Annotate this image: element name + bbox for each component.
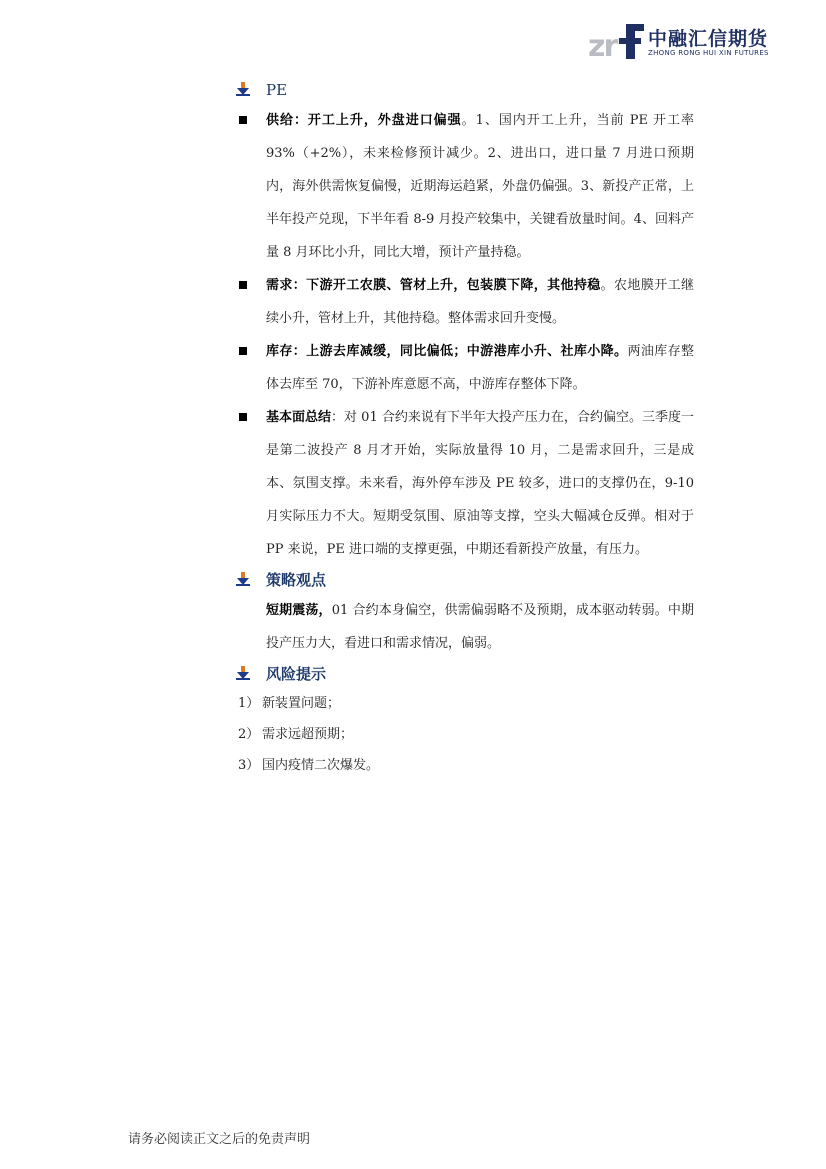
square-bullet-icon xyxy=(239,347,247,355)
company-logo xyxy=(588,22,778,62)
zrf-logo-mark xyxy=(588,22,646,62)
logo-f-top xyxy=(626,24,644,31)
report-content xyxy=(234,76,694,781)
bullet-supply-text: 。1、国内开工上升，当前 PE 开工率 93%（+2%），未来检修预计减少。2、进出口，进口量 7 月进口预期内，海外供需恢复偏慢，近期海运趋紧，外盘仍偏强。3、新投产正常，上半年投产兑现，下半年看 8-9 月投产较集中，关键看放量时间。4、回料产量 8 月环比小升，同比大增，预计产量持稳。 xyxy=(266,113,694,260)
section-pe-heading xyxy=(234,76,694,104)
risk-item xyxy=(234,750,694,781)
logo-f-bar xyxy=(619,38,641,44)
logo-chinese-name: 中融汇信期货 xyxy=(648,28,769,50)
bullet-demand-text: 。农地膜开工继续小升，管材上升，其他持稳。整体需求回升变慢。 xyxy=(266,278,694,326)
logo-english-name: ZHONG RONG HUI XIN FUTURES xyxy=(648,49,769,57)
risk-item xyxy=(234,719,694,750)
square-bullet-icon xyxy=(239,281,247,289)
arrow-down-icon xyxy=(236,82,250,96)
square-bullet-icon xyxy=(239,413,247,421)
strategy-text: 01 合约本身偏空，供需偏弱略不及预期，成本驱动转弱。中期投产压力大，看进口和需求情况，偏弱。 xyxy=(266,603,694,651)
bullet-inventory xyxy=(234,335,694,401)
bullet-summary-lead: 基本面总结 xyxy=(266,410,332,425)
section-risk-heading xyxy=(234,660,694,688)
risk-item-number: 2） xyxy=(238,727,260,742)
logo-zr-letters: zr xyxy=(588,29,617,62)
risk-item-text: 需求远超预期； xyxy=(262,727,354,742)
bullet-inventory-text: 两油库存整体去库至 70，下游补库意愿不高，中游库存整体下降。 xyxy=(266,344,694,392)
section-pe-title: PE xyxy=(266,81,288,99)
disclaimer-footer: 请务必阅读正文之后的免责声明 xyxy=(128,1132,311,1147)
strategy-paragraph xyxy=(234,594,694,660)
bullet-demand xyxy=(234,269,694,335)
section-risk-title: 风险提示 xyxy=(266,665,327,683)
bullet-supply-lead: 供给：开工上升，外盘进口偏强 xyxy=(266,113,462,128)
arrow-down-icon xyxy=(236,572,250,586)
bullet-summary-text: ：对 01 合约来说有下半年大投产压力在，合约偏空。三季度一是第二波投产 8 月才开始，实际放量得 10 月，二是需求回升，三是成本、氛围支撑。未来看，海外停车涉及 PE 较多，进口的支撑仍在，9-10 月实际压力不大。短期受氛围、原油等支撑，空头大幅减仓反弹。相对于 PP 来说，PE 进口端的支撑更强，中期还看新投产放量，有压力。 xyxy=(266,410,694,557)
risk-item-number: 3） xyxy=(238,758,260,773)
risk-item-text: 国内疫情二次爆发。 xyxy=(262,758,380,773)
strategy-lead: 短期震荡， xyxy=(266,603,332,618)
bullet-inventory-lead: 库存：上游去库减缓，同比偏低；中游港库小升、社库小降。 xyxy=(266,344,628,359)
risk-item-text: 新装置问题； xyxy=(262,696,341,711)
risk-item-number: 1） xyxy=(238,696,260,711)
arrow-down-icon xyxy=(236,666,250,680)
section-strategy-heading xyxy=(234,566,694,594)
bullet-summary xyxy=(234,401,694,566)
bullet-demand-lead: 需求：下游开工农膜、管材上升，包装膜下降，其他持稳 xyxy=(266,278,601,293)
risk-item xyxy=(234,688,694,719)
bullet-supply xyxy=(234,104,694,269)
section-strategy-title: 策略观点 xyxy=(266,571,327,589)
square-bullet-icon xyxy=(239,116,247,124)
